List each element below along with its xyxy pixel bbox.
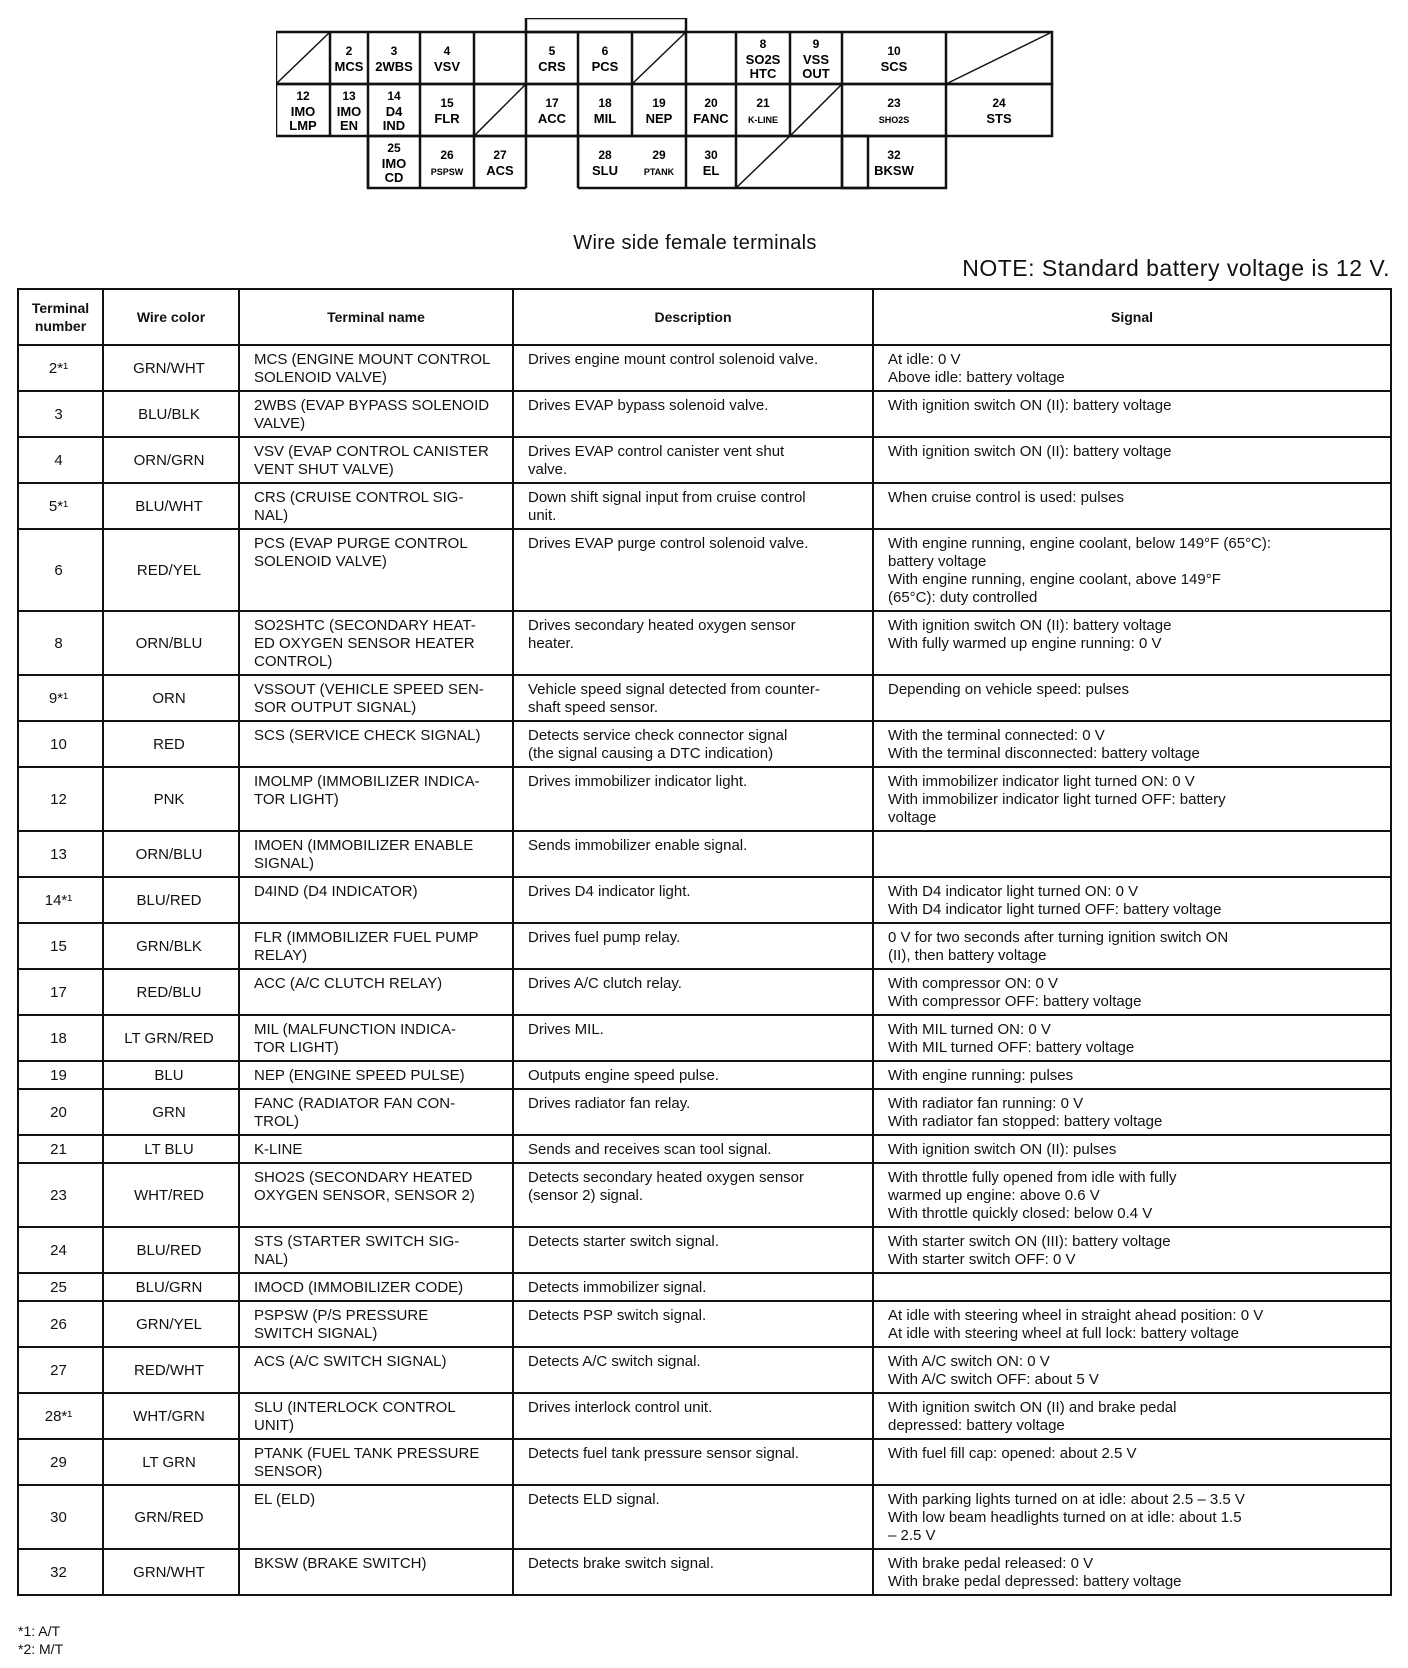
terminal-number: 8 xyxy=(759,37,767,51)
table-row xyxy=(18,1061,1391,1089)
terminal-label: IMO xyxy=(381,156,407,171)
cell-signal: With engine running: pulses xyxy=(873,1061,1391,1089)
table-row xyxy=(18,1439,1391,1485)
cell-signal: With radiator fan running: 0 V With radiator fan stopped: battery voltage xyxy=(873,1089,1391,1135)
terminal-label: SLU xyxy=(592,163,618,178)
terminal-number: 19 xyxy=(652,96,666,110)
terminal-number: 21 xyxy=(756,96,770,110)
cell-wire-color: BLU/BLK xyxy=(103,391,239,437)
cell-signal: At idle with steering wheel in straight ahead position: 0 V At idle with steering wheel at full lock: battery voltage xyxy=(873,1301,1391,1347)
terminal-23 xyxy=(879,96,910,125)
cell-wire-color: BLU/RED xyxy=(103,1227,239,1273)
terminal-label: STS xyxy=(986,111,1012,126)
terminal-number: 17 xyxy=(545,96,559,110)
terminal-label: MIL xyxy=(593,111,617,126)
cell-wire-color: GRN/WHT xyxy=(103,1549,239,1595)
cell-description: Drives fuel pump relay. xyxy=(513,923,873,969)
cell-terminal-name: STS (STARTER SWITCH SIG- NAL) xyxy=(239,1227,513,1273)
terminal-29 xyxy=(644,148,675,177)
cell-wire-color: WHT/GRN xyxy=(103,1393,239,1439)
terminal-label: SO2S xyxy=(745,52,781,67)
table-row xyxy=(18,1347,1391,1393)
cell-terminal-name: IMOLMP (IMMOBILIZER INDICA- TOR LIGHT) xyxy=(239,767,513,831)
cell-description: Drives EVAP bypass solenoid valve. xyxy=(513,391,873,437)
cell-description: Detects secondary heated oxygen sensor (sensor 2) signal. xyxy=(513,1163,873,1227)
cell-terminal-number: 2*¹ xyxy=(18,345,103,391)
table-row xyxy=(18,877,1391,923)
cell-description: Sends and receives scan tool signal. xyxy=(513,1135,873,1163)
connector-caption: Wire side female terminals xyxy=(573,232,817,254)
header-signal: Signal xyxy=(873,289,1391,345)
terminal-21 xyxy=(748,96,778,125)
cell-signal: 0 V for two seconds after turning ignition switch ON (II), then battery voltage xyxy=(873,923,1391,969)
terminal-label: EN xyxy=(339,118,359,133)
table-row xyxy=(18,611,1391,675)
cell-description: Drives secondary heated oxygen sensor heater. xyxy=(513,611,873,675)
terminal-number: 28 xyxy=(598,148,612,162)
cell-terminal-name: PCS (EVAP PURGE CONTROL SOLENOID VALVE) xyxy=(239,529,513,611)
terminal-26 xyxy=(431,148,464,177)
cell-signal xyxy=(873,831,1391,877)
cell-signal: At idle: 0 V Above idle: battery voltage xyxy=(873,345,1391,391)
cell-description: Detects service check connector signal (the signal causing a DTC indication) xyxy=(513,721,873,767)
cell-description: Outputs engine speed pulse. xyxy=(513,1061,873,1089)
cell-terminal-name: ACS (A/C SWITCH SIGNAL) xyxy=(239,1347,513,1393)
table-row xyxy=(18,923,1391,969)
cell-description: Drives interlock control unit. xyxy=(513,1393,873,1439)
cell-wire-color: BLU/RED xyxy=(103,877,239,923)
cell-terminal-number: 14*¹ xyxy=(18,877,103,923)
cell-terminal-number: 30 xyxy=(18,1485,103,1549)
terminal-label: SHO2S xyxy=(878,115,910,125)
terminal-24 xyxy=(986,96,1012,126)
footnotes xyxy=(18,1622,63,1658)
terminal-28 xyxy=(592,148,618,178)
cell-terminal-name: EL (ELD) xyxy=(239,1485,513,1549)
cell-description: Detects starter switch signal. xyxy=(513,1227,873,1273)
cell-wire-color: RED xyxy=(103,721,239,767)
cell-terminal-number: 25 xyxy=(18,1273,103,1301)
terminal-number: 4 xyxy=(443,44,451,58)
cell-terminal-number: 28*¹ xyxy=(18,1393,103,1439)
terminal-number: 2 xyxy=(345,44,353,58)
cell-terminal-number: 18 xyxy=(18,1015,103,1061)
cell-wire-color: LT GRN xyxy=(103,1439,239,1485)
table-row xyxy=(18,1089,1391,1135)
cell-description: Detects immobilizer signal. xyxy=(513,1273,873,1301)
cell-terminal-number: 8 xyxy=(18,611,103,675)
terminal-14 xyxy=(383,89,405,133)
terminal-number: 18 xyxy=(598,96,612,110)
cell-terminal-number: 29 xyxy=(18,1439,103,1485)
table-row xyxy=(18,675,1391,721)
cell-signal: With A/C switch ON: 0 V With A/C switch OFF: about 5 V xyxy=(873,1347,1391,1393)
terminal-12 xyxy=(289,89,317,133)
cell-signal: With ignition switch ON (II): pulses xyxy=(873,1135,1391,1163)
terminal-number: 23 xyxy=(887,96,901,110)
terminal-label: PTANK xyxy=(643,167,675,177)
terminal-label: SCS xyxy=(880,59,908,74)
table-row xyxy=(18,1015,1391,1061)
terminal-number: 12 xyxy=(296,89,310,103)
cell-description: Drives engine mount control solenoid valve. xyxy=(513,345,873,391)
cell-signal: With ignition switch ON (II) and brake pedal depressed: battery voltage xyxy=(873,1393,1391,1439)
cell-terminal-name: SLU (INTERLOCK CONTROL UNIT) xyxy=(239,1393,513,1439)
cell-terminal-name: CRS (CRUISE CONTROL SIG- NAL) xyxy=(239,483,513,529)
terminal-8 xyxy=(746,37,781,81)
terminal-number: 25 xyxy=(387,141,401,155)
cell-terminal-number: 10 xyxy=(18,721,103,767)
terminal-6 xyxy=(592,44,619,74)
terminal-number: 6 xyxy=(601,44,609,58)
cell-description: Detects ELD signal. xyxy=(513,1485,873,1549)
terminal-17 xyxy=(538,96,567,126)
cell-wire-color: PNK xyxy=(103,767,239,831)
cell-terminal-name: K-LINE xyxy=(239,1135,513,1163)
cell-wire-color: ORN/BLU xyxy=(103,831,239,877)
cell-description: Detects brake switch signal. xyxy=(513,1549,873,1595)
cell-wire-color: GRN/BLK xyxy=(103,923,239,969)
cell-wire-color: ORN/BLU xyxy=(103,611,239,675)
terminal-25 xyxy=(382,141,407,185)
cell-wire-color: BLU/GRN xyxy=(103,1273,239,1301)
table-row xyxy=(18,437,1391,483)
cell-terminal-name: VSV (EVAP CONTROL CANISTER VENT SHUT VALVE) xyxy=(239,437,513,483)
terminal-19 xyxy=(646,96,673,126)
cell-signal: Depending on vehicle speed: pulses xyxy=(873,675,1391,721)
cell-wire-color: LT GRN/RED xyxy=(103,1015,239,1061)
cell-terminal-number: 5*¹ xyxy=(18,483,103,529)
cell-wire-color: GRN/WHT xyxy=(103,345,239,391)
cell-wire-color: ORN xyxy=(103,675,239,721)
cell-signal: With the terminal connected: 0 V With the terminal disconnected: battery voltage xyxy=(873,721,1391,767)
terminal-9 xyxy=(802,37,830,81)
header-terminal-name: Terminal name xyxy=(239,289,513,345)
terminal-10 xyxy=(881,44,908,74)
terminal-label: ACC xyxy=(537,111,567,126)
footnote-1: *1: A/T xyxy=(18,1623,61,1639)
terminal-number: 26 xyxy=(440,148,454,162)
table-row xyxy=(18,1485,1391,1549)
terminal-label: K-LINE xyxy=(748,115,778,125)
terminal-label: CRS xyxy=(538,59,566,74)
table-row xyxy=(18,721,1391,767)
terminal-number: 10 xyxy=(887,44,901,58)
terminal-label: FLR xyxy=(434,111,460,126)
terminal-label: VSV xyxy=(433,59,461,74)
cell-description: Drives radiator fan relay. xyxy=(513,1089,873,1135)
terminal-label: IMO xyxy=(290,104,316,119)
header-terminal-number: Terminal number xyxy=(18,289,103,345)
terminal-3 xyxy=(375,44,413,74)
terminal-20 xyxy=(693,96,729,126)
cell-wire-color: WHT/RED xyxy=(103,1163,239,1227)
cell-wire-color: RED/WHT xyxy=(103,1347,239,1393)
terminal-30 xyxy=(703,148,720,178)
connector-diagram xyxy=(276,18,1122,202)
terminal-4 xyxy=(434,44,460,74)
table-row xyxy=(18,483,1391,529)
cell-terminal-number: 21 xyxy=(18,1135,103,1163)
cell-description: Detects PSP switch signal. xyxy=(513,1301,873,1347)
cell-wire-color: BLU/WHT xyxy=(103,483,239,529)
cell-terminal-name: D4IND (D4 INDICATOR) xyxy=(239,877,513,923)
terminal-number: 32 xyxy=(887,148,901,162)
table-row xyxy=(18,1227,1391,1273)
table-row xyxy=(18,391,1391,437)
terminal-label: LMP xyxy=(289,118,317,133)
cell-terminal-number: 20 xyxy=(18,1089,103,1135)
table-header-row xyxy=(18,289,1391,345)
cell-description: Drives EVAP control canister vent shut valve. xyxy=(513,437,873,483)
cell-terminal-name: MIL (MALFUNCTION INDICA- TOR LIGHT) xyxy=(239,1015,513,1061)
cell-wire-color: GRN/RED xyxy=(103,1485,239,1549)
terminal-number: 20 xyxy=(704,96,718,110)
table-row xyxy=(18,1163,1391,1227)
cell-terminal-name: BKSW (BRAKE SWITCH) xyxy=(239,1549,513,1595)
cell-terminal-number: 19 xyxy=(18,1061,103,1089)
cell-description: Drives MIL. xyxy=(513,1015,873,1061)
cell-signal: With brake pedal released: 0 V With brake pedal depressed: battery voltage xyxy=(873,1549,1391,1595)
terminal-number: 9 xyxy=(812,37,820,51)
battery-note: NOTE: Standard battery voltage is 12 V. xyxy=(962,255,1390,281)
table-row xyxy=(18,1549,1391,1595)
table-row xyxy=(18,1135,1391,1163)
cell-description: Down shift signal input from cruise control unit. xyxy=(513,483,873,529)
cell-signal: With immobilizer indicator light turned ON: 0 V With immobilizer indicator light turned OFF: battery voltage xyxy=(873,767,1391,831)
cell-terminal-number: 12 xyxy=(18,767,103,831)
cell-terminal-number: 3 xyxy=(18,391,103,437)
cell-signal: With throttle fully opened from idle with fully warmed up engine: above 0.6 V With throttle quickly closed: below 0.4 V xyxy=(873,1163,1391,1227)
terminal-18 xyxy=(594,96,616,126)
cell-description: Drives D4 indicator light. xyxy=(513,877,873,923)
cell-signal: With starter switch ON (III): battery voltage With starter switch OFF: 0 V xyxy=(873,1227,1391,1273)
terminal-label: PSPSW xyxy=(430,167,464,177)
cell-wire-color: GRN xyxy=(103,1089,239,1135)
terminal-label: BKSW xyxy=(874,163,914,178)
cell-wire-color: GRN/YEL xyxy=(103,1301,239,1347)
table-row xyxy=(18,1301,1391,1347)
terminal-table xyxy=(17,288,1392,1596)
terminal-number: 30 xyxy=(704,148,718,162)
terminal-number: 3 xyxy=(390,44,398,58)
cell-terminal-name: IMOEN (IMMOBILIZER ENABLE SIGNAL) xyxy=(239,831,513,877)
cell-terminal-number: 13 xyxy=(18,831,103,877)
cell-description: Drives A/C clutch relay. xyxy=(513,969,873,1015)
cell-description: Drives EVAP purge control solenoid valve. xyxy=(513,529,873,611)
cell-terminal-name: IMOCD (IMMOBILIZER CODE) xyxy=(239,1273,513,1301)
terminal-label: HTC xyxy=(749,66,777,81)
header-description: Description xyxy=(513,289,873,345)
cell-terminal-name: VSSOUT (VEHICLE SPEED SEN- SOR OUTPUT SIGNAL) xyxy=(239,675,513,721)
terminal-15 xyxy=(434,96,460,126)
cell-description: Detects fuel tank pressure sensor signal. xyxy=(513,1439,873,1485)
table-row xyxy=(18,969,1391,1015)
terminal-32 xyxy=(874,148,914,178)
cell-signal xyxy=(873,1273,1391,1301)
cell-terminal-number: 32 xyxy=(18,1549,103,1595)
terminal-5 xyxy=(538,44,566,74)
cell-signal: With parking lights turned on at idle: about 2.5 – 3.5 V With low beam headlights turned on at idle: about 1.5 – 2.5 V xyxy=(873,1485,1391,1549)
cell-signal: With MIL turned ON: 0 V With MIL turned OFF: battery voltage xyxy=(873,1015,1391,1061)
cell-signal: With compressor ON: 0 V With compressor OFF: battery voltage xyxy=(873,969,1391,1015)
terminal-label: FANC xyxy=(693,111,729,126)
cell-terminal-name: ACC (A/C CLUTCH RELAY) xyxy=(239,969,513,1015)
cell-terminal-number: 23 xyxy=(18,1163,103,1227)
terminal-27 xyxy=(486,148,514,178)
terminal-number: 14 xyxy=(387,89,401,103)
terminal-label: 2WBS xyxy=(375,59,413,74)
cell-signal: With fuel fill cap: opened: about 2.5 V xyxy=(873,1439,1391,1485)
cell-terminal-number: 6 xyxy=(18,529,103,611)
cell-terminal-name: 2WBS (EVAP BYPASS SOLENOID VALVE) xyxy=(239,391,513,437)
terminal-number: 27 xyxy=(493,148,507,162)
cell-description: Sends immobilizer enable signal. xyxy=(513,831,873,877)
cell-terminal-name: SHO2S (SECONDARY HEATED OXYGEN SENSOR, SENSOR 2) xyxy=(239,1163,513,1227)
terminal-label: IMO xyxy=(336,104,362,119)
table-row xyxy=(18,1393,1391,1439)
cell-terminal-number: 27 xyxy=(18,1347,103,1393)
terminal-number: 15 xyxy=(440,96,454,110)
footnote-2: *2: M/T xyxy=(18,1641,64,1657)
cell-wire-color: ORN/GRN xyxy=(103,437,239,483)
terminal-number: 24 xyxy=(992,96,1006,110)
terminal-label: VSS xyxy=(802,52,830,67)
cell-terminal-number: 9*¹ xyxy=(18,675,103,721)
cell-terminal-name: FLR (IMMOBILIZER FUEL PUMP RELAY) xyxy=(239,923,513,969)
cell-signal: With ignition switch ON (II): battery voltage With fully warmed up engine running: 0 V xyxy=(873,611,1391,675)
cell-description: Drives immobilizer indicator light. xyxy=(513,767,873,831)
cell-wire-color: LT BLU xyxy=(103,1135,239,1163)
table-row xyxy=(18,529,1391,611)
cell-terminal-name: PTANK (FUEL TANK PRESSURE SENSOR) xyxy=(239,1439,513,1485)
terminal-13 xyxy=(337,89,362,133)
terminal-label: MCS xyxy=(334,59,364,74)
terminal-label: D4 xyxy=(385,104,403,119)
cell-signal: With ignition switch ON (II): battery voltage xyxy=(873,391,1391,437)
cell-wire-color: RED/YEL xyxy=(103,529,239,611)
table-row xyxy=(18,1273,1391,1301)
cell-terminal-number: 26 xyxy=(18,1301,103,1347)
cell-terminal-name: PSPSW (P/S PRESSURE SWITCH SIGNAL) xyxy=(239,1301,513,1347)
cell-description: Vehicle speed signal detected from counter- shaft speed sensor. xyxy=(513,675,873,721)
terminal-label: ACS xyxy=(486,163,514,178)
cell-signal: With D4 indicator light turned ON: 0 V With D4 indicator light turned OFF: battery voltage xyxy=(873,877,1391,923)
cell-wire-color: BLU xyxy=(103,1061,239,1089)
terminal-number: 29 xyxy=(652,148,666,162)
cell-terminal-name: SCS (SERVICE CHECK SIGNAL) xyxy=(239,721,513,767)
cell-description: Detects A/C switch signal. xyxy=(513,1347,873,1393)
header-wire-color: Wire color xyxy=(103,289,239,345)
terminal-number: 5 xyxy=(548,44,556,58)
terminal-number: 13 xyxy=(342,89,356,103)
terminal-label: PCS xyxy=(591,59,619,74)
cell-terminal-name: MCS (ENGINE MOUNT CONTROL SOLENOID VALVE) xyxy=(239,345,513,391)
cell-terminal-name: FANC (RADIATOR FAN CON- TROL) xyxy=(239,1089,513,1135)
terminal-label: IND xyxy=(382,118,406,133)
table-row xyxy=(18,831,1391,877)
cell-signal: When cruise control is used: pulses xyxy=(873,483,1391,529)
cell-terminal-name: SO2SHTC (SECONDARY HEAT- ED OXYGEN SENSOR HEATER CONTROL) xyxy=(239,611,513,675)
cell-terminal-number: 17 xyxy=(18,969,103,1015)
cell-terminal-number: 15 xyxy=(18,923,103,969)
cell-terminal-name: NEP (ENGINE SPEED PULSE) xyxy=(239,1061,513,1089)
terminal-label: EL xyxy=(702,163,720,178)
cell-signal: With ignition switch ON (II): battery voltage xyxy=(873,437,1391,483)
terminal-2 xyxy=(335,44,364,74)
cell-terminal-number: 24 xyxy=(18,1227,103,1273)
terminal-label: CD xyxy=(384,170,404,185)
terminal-label: NEP xyxy=(645,111,673,126)
cell-signal: With engine running, engine coolant, below 149°F (65°C): battery voltage With engine running, engine coolant, above 149°F (65°C): duty controlled xyxy=(873,529,1391,611)
table-row xyxy=(18,345,1391,391)
table-row xyxy=(18,767,1391,831)
terminal-label: OUT xyxy=(802,66,830,81)
cell-wire-color: RED/BLU xyxy=(103,969,239,1015)
cell-terminal-number: 4 xyxy=(18,437,103,483)
